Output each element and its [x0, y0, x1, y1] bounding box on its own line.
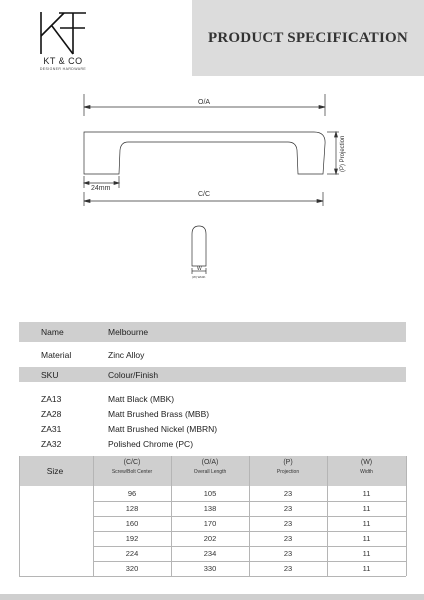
size-label: Size [46, 466, 64, 476]
column-divider [171, 456, 172, 576]
size-cell-w: 11 [362, 504, 371, 513]
width-label: W [197, 266, 202, 272]
size-cell-cc: 128 [125, 504, 139, 513]
size-cell-p: 23 [283, 564, 293, 573]
projection-label: (P) Projection [340, 135, 346, 172]
sku-finish-3: Polished Chrome (PC) [108, 439, 194, 449]
offset-label: 24mm [91, 185, 111, 192]
size-cell-oa: 234 [203, 549, 217, 558]
size-cell-oa: 105 [203, 489, 217, 498]
table-bottom-border [19, 576, 406, 577]
col-header-p [249, 459, 327, 475]
column-divider [249, 456, 250, 576]
sku-code-1: ZA28 [41, 409, 62, 419]
sku-header-row [19, 367, 406, 382]
col-w-desc: Width [360, 469, 373, 475]
material-row [19, 342, 406, 367]
width-sub-label: (W) Width [192, 275, 206, 279]
column-divider [327, 456, 328, 576]
column-divider [93, 456, 94, 576]
cc-label: C/C [198, 191, 211, 198]
sku-label: SKU [41, 369, 59, 380]
name-value: Melbourne [108, 327, 149, 337]
col-header-cc [93, 459, 171, 475]
size-cell-oa: 170 [203, 519, 217, 528]
col-oa-code: (O/A) [201, 459, 219, 466]
column-divider [19, 456, 20, 576]
sku-code-0: ZA13 [41, 394, 62, 404]
size-cell-p: 23 [283, 549, 293, 558]
size-cell-p: 23 [283, 489, 293, 498]
size-cell-oa: 330 [203, 564, 217, 573]
oa-label: O/A [198, 99, 211, 106]
size-cell-w: 11 [362, 534, 371, 543]
size-cell-oa: 138 [203, 504, 217, 513]
col-p-code: (P) [283, 459, 293, 466]
footer-bar [0, 594, 424, 600]
size-cell-p: 23 [283, 519, 293, 528]
col-oa-desc: Overall Length [193, 469, 227, 475]
size-cell-p: 23 [283, 504, 293, 513]
size-cell-w: 11 [362, 564, 371, 573]
material-value: Zinc Alloy [108, 349, 145, 360]
brand-name: KT & CO [43, 56, 83, 66]
spec-table [19, 322, 406, 576]
sku-finish-1: Matt Brushed Brass (MBB) [108, 409, 210, 419]
size-cell-w: 11 [362, 489, 371, 498]
sku-list [19, 392, 406, 454]
column-divider [406, 456, 407, 576]
page-title: PRODUCT SPECIFICATION [208, 29, 408, 46]
name-row [19, 322, 406, 342]
size-cell-cc: 192 [125, 534, 139, 543]
size-cell-oa: 202 [203, 534, 217, 543]
col-p-desc: Projection [276, 469, 300, 475]
name-label: Name [41, 327, 64, 337]
brand-subtitle: DESIGNER HARDWARE [39, 67, 87, 71]
material-label: Material [41, 349, 72, 360]
size-cell-p: 23 [283, 534, 293, 543]
col-header-oa [171, 459, 249, 475]
size-cell-cc: 96 [127, 489, 137, 498]
size-cell-cc: 320 [125, 564, 139, 573]
sku-finish-0: Matt Black (MBK) [108, 394, 175, 404]
col-cc-desc: Screw/Bolt Center [111, 469, 153, 475]
sku-finish-2: Matt Brushed Nickel (MBRN) [108, 424, 218, 434]
size-cell-w: 11 [362, 519, 371, 528]
kt-logo-icon [38, 10, 88, 56]
size-cell-cc: 160 [125, 519, 139, 528]
handle-drawing [0, 80, 424, 300]
technical-drawing [0, 80, 424, 300]
col-header-w [327, 459, 406, 475]
sku-code-2: ZA31 [41, 424, 62, 434]
finish-label: Colour/Finish [108, 369, 159, 380]
col-cc-code: (C/C) [123, 459, 141, 466]
size-cell-cc: 224 [125, 549, 139, 558]
sku-code-3: ZA32 [41, 439, 62, 449]
header [0, 0, 424, 76]
size-cell-w: 11 [362, 549, 371, 558]
col-w-code: (W) [360, 459, 373, 466]
